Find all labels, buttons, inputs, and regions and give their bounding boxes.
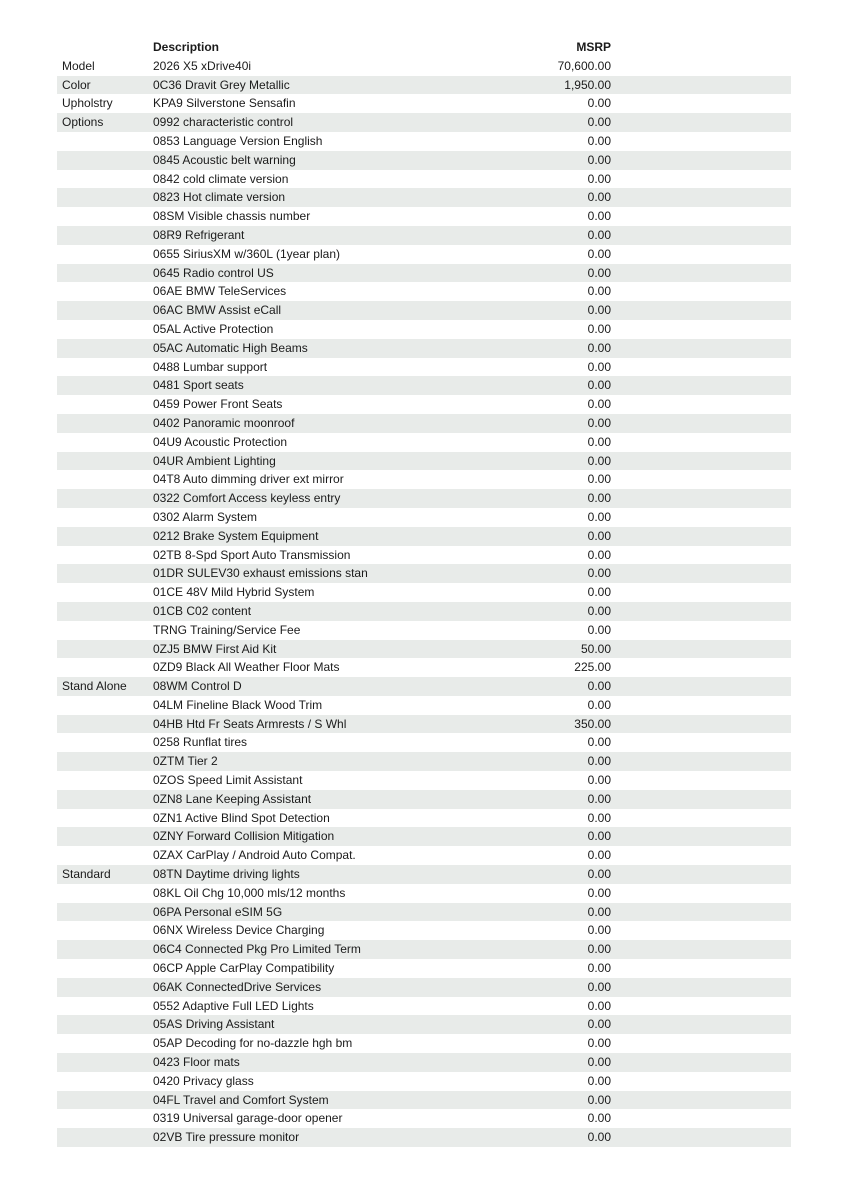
description-cell: 0C36 Dravit Grey Metallic [148, 76, 510, 95]
spacer-cell [611, 790, 791, 809]
spacer-cell [611, 207, 791, 226]
table-row [57, 1072, 791, 1091]
msrp-cell: 0.00 [587, 697, 611, 712]
msrp-cell: 225.00 [574, 660, 611, 675]
spacer-cell [611, 903, 791, 922]
description-cell: 0ZN1 Active Blind Spot Detection [153, 810, 330, 825]
category-cell [57, 602, 148, 621]
msrp-cell: 0.00 [510, 301, 611, 320]
category-cell [57, 940, 148, 959]
table-row [57, 564, 791, 583]
category-cell [57, 207, 148, 226]
table-row [57, 621, 791, 640]
description-cell: 0ZTM Tier 2 [148, 752, 510, 771]
table-row [57, 113, 791, 132]
table-row [57, 527, 791, 546]
msrp-cell: 0.00 [510, 226, 611, 245]
table-row [57, 170, 791, 189]
table-row [57, 715, 791, 734]
spacer-cell [611, 1053, 791, 1072]
msrp-cell: 1,950.00 [510, 76, 611, 95]
description-cell: 04LM Fineline Black Wood Trim [153, 697, 323, 712]
table-row [57, 978, 791, 997]
category-cell [57, 489, 148, 508]
category-cell [57, 151, 148, 170]
spacer-cell [611, 752, 791, 771]
spacer-cell [611, 677, 791, 696]
table-row [57, 1034, 791, 1053]
category-cell: Model [62, 58, 95, 73]
category-cell [57, 546, 148, 565]
msrp-cell: 0.00 [587, 735, 611, 750]
table-row [57, 76, 791, 95]
spacer-cell [611, 226, 791, 245]
msrp-cell: 0.00 [587, 1111, 611, 1126]
spacer-cell [611, 320, 791, 339]
spacer-cell [611, 113, 791, 132]
header-row [57, 38, 791, 57]
description-cell: 0845 Acoustic belt warning [148, 151, 510, 170]
spacer-cell [611, 395, 791, 414]
spacer-cell [611, 1034, 791, 1053]
description-cell: 08KL Oil Chg 10,000 mls/12 months [153, 885, 346, 900]
spacer-cell [611, 997, 791, 1016]
description-cell: 05AL Active Protection [153, 321, 274, 336]
msrp-cell: 0.00 [510, 752, 611, 771]
category-cell [57, 884, 148, 903]
description-cell: 05AS Driving Assistant [148, 1015, 510, 1034]
description-cell: 0ZJ5 BMW First Aid Kit [148, 640, 510, 659]
table-row [57, 470, 791, 489]
category-cell: Standard [57, 865, 148, 884]
spacer-cell [611, 658, 791, 677]
msrp-cell: 0.00 [510, 564, 611, 583]
category-cell: Options [57, 113, 148, 132]
spacer-cell [611, 339, 791, 358]
category-cell [57, 733, 148, 752]
table-row [57, 733, 791, 752]
description-cell: 01DR SULEV30 exhaust emissions stan [148, 564, 510, 583]
description-cell: 0420 Privacy glass [153, 1073, 254, 1088]
msrp-cell: 0.00 [510, 1128, 611, 1147]
description-cell: 0823 Hot climate version [148, 188, 510, 207]
msrp-cell: 0.00 [510, 677, 611, 696]
category-cell [57, 827, 148, 846]
category-cell [57, 809, 148, 828]
description-cell: 08WM Control D [148, 677, 510, 696]
msrp-cell: 0.00 [510, 489, 611, 508]
msrp-cell: 0.00 [587, 321, 611, 336]
category-cell [57, 564, 148, 583]
category-cell [57, 621, 148, 640]
table-row [57, 339, 791, 358]
table-row [57, 376, 791, 395]
msrp-cell: 0.00 [587, 1036, 611, 1051]
category-cell [57, 1053, 148, 1072]
description-cell: 0459 Power Front Seats [153, 397, 283, 412]
description-cell: 06CP Apple CarPlay Compatibility [153, 961, 335, 976]
msrp-cell: 0.00 [510, 452, 611, 471]
description-cell: 0552 Adaptive Full LED Lights [153, 998, 314, 1013]
category-cell [57, 658, 148, 677]
spacer-cell [611, 57, 791, 76]
msrp-cell: 0.00 [587, 622, 611, 637]
category-cell [57, 527, 148, 546]
table-row [57, 414, 791, 433]
msrp-cell: 0.00 [510, 264, 611, 283]
category-cell [57, 640, 148, 659]
description-cell: 0ZOS Speed Limit Assistant [153, 773, 303, 788]
category-cell [57, 1091, 148, 1110]
msrp-cell: 0.00 [510, 827, 611, 846]
description-cell: 0322 Comfort Access keyless entry [148, 489, 510, 508]
msrp-cell: 0.00 [510, 414, 611, 433]
category-cell [57, 301, 148, 320]
table-row [57, 1128, 791, 1147]
description-cell: 0319 Universal garage-door opener [153, 1111, 343, 1126]
table-row [57, 1053, 791, 1072]
spacer-cell [611, 564, 791, 583]
msrp-cell: 0.00 [510, 903, 611, 922]
table-row [57, 865, 791, 884]
spacer-cell [611, 264, 791, 283]
category-cell [57, 508, 148, 527]
msrp-cell: 70,600.00 [557, 58, 611, 73]
category-cell [57, 376, 148, 395]
category-cell [57, 921, 148, 940]
spacer-cell [611, 771, 791, 790]
spacer-cell [611, 1015, 791, 1034]
table-row [57, 282, 791, 301]
spacer-cell [611, 358, 791, 377]
msrp-cell: 0.00 [587, 773, 611, 788]
spacer-cell [611, 621, 791, 640]
description-cell: 06C4 Connected Pkg Pro Limited Term [148, 940, 510, 959]
category-cell [57, 226, 148, 245]
description-cell: 06NX Wireless Device Charging [153, 923, 325, 938]
category-cell [57, 1072, 148, 1091]
table-row [57, 508, 791, 527]
msrp-cell: 0.00 [510, 376, 611, 395]
spacer-cell [611, 583, 791, 602]
msrp-cell: 0.00 [510, 188, 611, 207]
spec-table [57, 38, 791, 1147]
description-cell: 0258 Runflat tires [153, 735, 248, 750]
category-cell [57, 339, 148, 358]
msrp-cell: 0.00 [587, 998, 611, 1013]
category-cell [57, 790, 148, 809]
msrp-cell: 350.00 [510, 715, 611, 734]
table-row [57, 640, 791, 659]
table-row [57, 752, 791, 771]
spacer-cell [611, 508, 791, 527]
spacer-cell [611, 696, 791, 715]
description-cell: 02TB 8-Spd Sport Auto Transmission [153, 547, 351, 562]
table-row [57, 940, 791, 959]
description-cell: 04T8 Auto dimming driver ext mirror [153, 472, 344, 487]
category-cell [57, 903, 148, 922]
msrp-cell: 50.00 [510, 640, 611, 659]
table-body [57, 57, 791, 1147]
category-cell [57, 282, 148, 301]
category-cell [57, 696, 148, 715]
description-cell: 06AC BMW Assist eCall [148, 301, 510, 320]
category-cell: Stand Alone [57, 677, 148, 696]
msrp-cell: 0.00 [510, 940, 611, 959]
category-cell [57, 132, 148, 151]
table-row [57, 433, 791, 452]
category-cell [57, 1015, 148, 1034]
spacer-cell [611, 959, 791, 978]
msrp-cell: 0.00 [587, 171, 611, 186]
spacer-cell [611, 414, 791, 433]
msrp-cell: 0.00 [587, 397, 611, 412]
description-cell: 2026 X5 xDrive40i [153, 58, 252, 73]
table-row [57, 846, 791, 865]
category-cell [57, 1128, 148, 1147]
table-row [57, 264, 791, 283]
category-cell [57, 452, 148, 471]
category-cell: Color [57, 76, 148, 95]
description-cell: 0842 cold climate version [153, 171, 289, 186]
description-header: Description [153, 40, 220, 54]
description-cell: 0645 Radio control US [148, 264, 510, 283]
msrp-cell: 0.00 [587, 885, 611, 900]
table-row [57, 320, 791, 339]
msrp-cell: 0.00 [587, 246, 611, 261]
table-row [57, 790, 791, 809]
table-row [57, 771, 791, 790]
table-row [57, 903, 791, 922]
table-row [57, 489, 791, 508]
msrp-cell: 0.00 [510, 339, 611, 358]
spacer-cell [611, 1128, 791, 1147]
description-cell: 0655 SiriusXM w/360L (1year plan) [153, 246, 340, 261]
spacer-cell [611, 921, 791, 940]
category-cell: Upholstry [62, 96, 113, 111]
description-cell: 0ZD9 Black All Weather Floor Mats [153, 660, 340, 675]
spacer-cell [611, 376, 791, 395]
spacer-cell [611, 733, 791, 752]
description-cell: 08TN Daytime driving lights [148, 865, 510, 884]
description-cell: 0402 Panoramic moonroof [148, 414, 510, 433]
spacer-cell [611, 245, 791, 264]
spacer-cell [611, 865, 791, 884]
category-cell [57, 1034, 148, 1053]
table-row [57, 546, 791, 565]
spacer-cell [611, 76, 791, 95]
table-row [57, 301, 791, 320]
description-cell: 0481 Sport seats [148, 376, 510, 395]
spacer-cell [611, 602, 791, 621]
category-cell [57, 170, 148, 189]
spacer-header [611, 38, 791, 57]
msrp-cell: 0.00 [587, 359, 611, 374]
table-row [57, 151, 791, 170]
description-cell: 04HB Htd Fr Seats Armrests / S Whl [148, 715, 510, 734]
msrp-cell: 0.00 [587, 585, 611, 600]
spacer-cell [611, 188, 791, 207]
msrp-cell: 0.00 [587, 133, 611, 148]
msrp-cell: 0.00 [510, 1015, 611, 1034]
description-cell: 0853 Language Version English [153, 133, 323, 148]
spacer-cell [611, 640, 791, 659]
category-cell [57, 583, 148, 602]
table-row [57, 452, 791, 471]
category-cell [57, 978, 148, 997]
spacer-cell [611, 978, 791, 997]
table-row [57, 997, 791, 1016]
msrp-cell: 0.00 [510, 151, 611, 170]
category-cell [57, 752, 148, 771]
category-cell [57, 959, 148, 978]
msrp-cell: 0.00 [587, 810, 611, 825]
description-cell: 05AP Decoding for no-dazzle hgh bm [153, 1036, 353, 1051]
spacer-cell [611, 301, 791, 320]
msrp-cell: 0.00 [510, 1053, 611, 1072]
spacer-cell [611, 846, 791, 865]
description-cell: 08SM Visible chassis number [153, 209, 311, 224]
msrp-cell: 0.00 [587, 472, 611, 487]
msrp-cell: 0.00 [587, 434, 611, 449]
category-cell [57, 846, 148, 865]
category-cell [57, 470, 148, 489]
description-cell: TRNG Training/Service Fee [153, 622, 301, 637]
msrp-cell: 0.00 [587, 923, 611, 938]
description-cell: 04U9 Acoustic Protection [153, 434, 288, 449]
msrp-cell: 0.00 [510, 1091, 611, 1110]
msrp-cell: 0.00 [587, 96, 611, 111]
description-cell: 04FL Travel and Comfort System [148, 1091, 510, 1110]
category-cell [57, 320, 148, 339]
table-row [57, 809, 791, 828]
category-cell [57, 997, 148, 1016]
table-row [57, 245, 791, 264]
msrp-cell: 0.00 [510, 790, 611, 809]
table-row [57, 696, 791, 715]
msrp-cell: 0.00 [510, 978, 611, 997]
category-cell [57, 715, 148, 734]
description-cell: KPA9 Silverstone Sensafin [153, 96, 296, 111]
table-row [57, 57, 791, 76]
msrp-cell: 0.00 [587, 1073, 611, 1088]
spacer-cell [611, 489, 791, 508]
description-cell: 0423 Floor mats [148, 1053, 510, 1072]
description-cell: 06AE BMW TeleServices [153, 284, 287, 299]
table-row [57, 94, 791, 113]
table-row [57, 602, 791, 621]
table-row [57, 884, 791, 903]
spacer-cell [611, 527, 791, 546]
msrp-cell: 0.00 [587, 209, 611, 224]
category-cell [57, 395, 148, 414]
spacer-cell [611, 827, 791, 846]
table-row [57, 1109, 791, 1128]
description-cell: 0ZNY Forward Collision Mitigation [148, 827, 510, 846]
description-cell: 01CB C02 content [148, 602, 510, 621]
table-row [57, 132, 791, 151]
table-row [57, 207, 791, 226]
description-cell: 0ZAX CarPlay / Android Auto Compat. [153, 848, 356, 863]
table-row [57, 1091, 791, 1110]
category-cell [57, 433, 148, 452]
table-row [57, 358, 791, 377]
msrp-cell: 0.00 [587, 848, 611, 863]
spacer-cell [611, 151, 791, 170]
spacer-cell [611, 470, 791, 489]
category-header [57, 38, 148, 57]
spacer-cell [611, 546, 791, 565]
description-cell: 04UR Ambient Lighting [148, 452, 510, 471]
spacer-cell [611, 452, 791, 471]
spacer-cell [611, 884, 791, 903]
msrp-cell: 0.00 [510, 527, 611, 546]
spacer-cell [611, 1072, 791, 1091]
table-row [57, 921, 791, 940]
category-cell [57, 358, 148, 377]
description-cell: 05AC Automatic High Beams [148, 339, 510, 358]
msrp-cell: 0.00 [587, 961, 611, 976]
table-row [57, 1015, 791, 1034]
msrp-cell: 0.00 [510, 602, 611, 621]
description-cell: 0488 Lumbar support [153, 359, 268, 374]
category-cell [57, 264, 148, 283]
msrp-cell: 0.00 [587, 284, 611, 299]
spacer-cell [611, 433, 791, 452]
spacer-cell [611, 282, 791, 301]
description-cell: 08R9 Refrigerant [148, 226, 510, 245]
table-row [57, 959, 791, 978]
spacer-cell [611, 132, 791, 151]
msrp-cell: 0.00 [510, 865, 611, 884]
category-cell [57, 188, 148, 207]
category-cell [57, 771, 148, 790]
description-cell: 01CE 48V Mild Hybrid System [153, 585, 315, 600]
spacer-cell [611, 940, 791, 959]
table-header [57, 38, 791, 57]
description-cell: 0212 Brake System Equipment [148, 527, 510, 546]
table-row [57, 677, 791, 696]
table-row [57, 395, 791, 414]
spacer-cell [611, 715, 791, 734]
table-row [57, 827, 791, 846]
spacer-cell [611, 1109, 791, 1128]
msrp-cell: 0.00 [587, 509, 611, 524]
description-cell: 02VB Tire pressure monitor [148, 1128, 510, 1147]
msrp-header: MSRP [576, 40, 611, 54]
spacer-cell [611, 170, 791, 189]
category-cell [57, 414, 148, 433]
category-cell [57, 1109, 148, 1128]
spacer-cell [611, 94, 791, 113]
description-cell: 0992 characteristic control [148, 113, 510, 132]
category-cell [57, 245, 148, 264]
description-cell: 06PA Personal eSIM 5G [148, 903, 510, 922]
table-row [57, 226, 791, 245]
table-row [57, 583, 791, 602]
description-cell: 0ZN8 Lane Keeping Assistant [148, 790, 510, 809]
msrp-cell: 0.00 [510, 113, 611, 132]
spacer-cell [611, 809, 791, 828]
spacer-cell [611, 1091, 791, 1110]
description-cell: 06AK ConnectedDrive Services [148, 978, 510, 997]
table-row [57, 658, 791, 677]
description-cell: 0302 Alarm System [153, 509, 258, 524]
table-row [57, 188, 791, 207]
msrp-cell: 0.00 [587, 547, 611, 562]
